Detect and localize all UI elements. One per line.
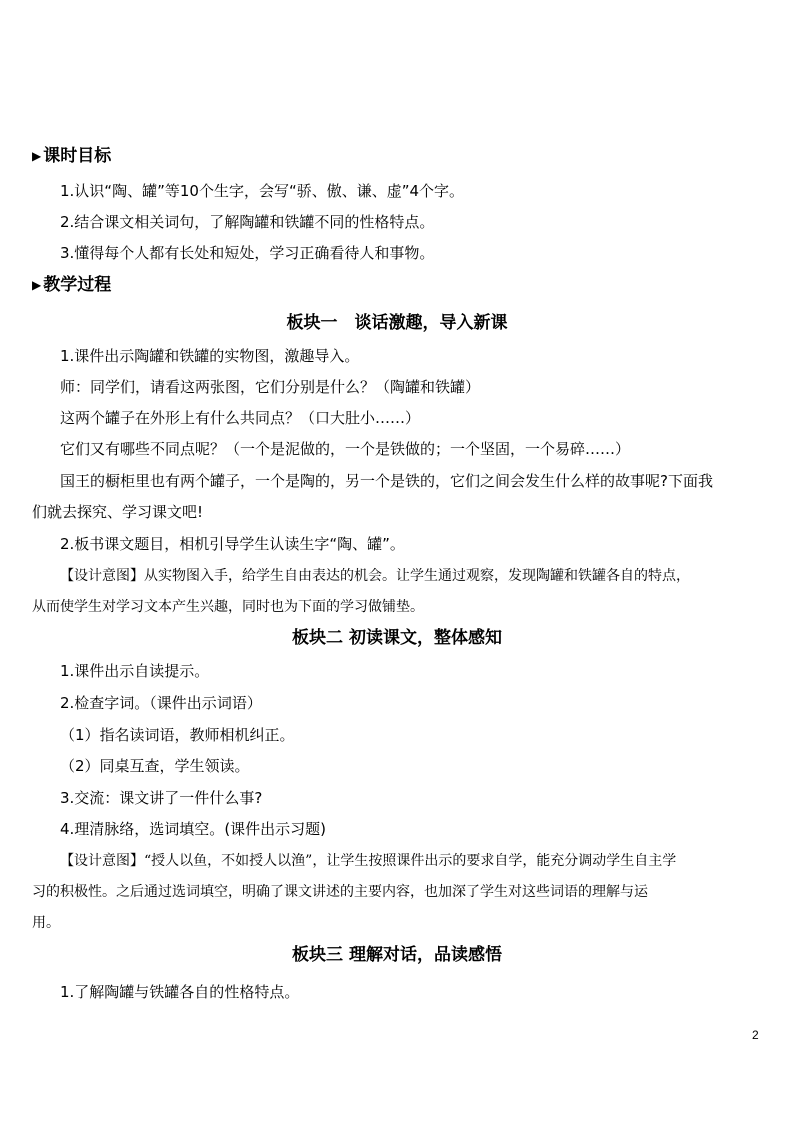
paragraph-line: 国王的橱柜里也有两个罐子，一个是陶的，另一个是铁的，它们之间会发生什么样的故事呢?下面我 [60, 472, 713, 490]
paragraph-line: 4.理清脉络，选词填空。(课件出示习题) [60, 820, 327, 838]
block2-title: 板块二 初读课文，整体感知 [292, 628, 502, 648]
block3-title: 板块三 理解对话，品读感悟 [292, 945, 502, 965]
paragraph-line: （1）指名读词语，教师相机纠正。 [60, 726, 295, 744]
triangle-marker-icon: ▶ [32, 278, 42, 292]
page-number: 2 [752, 1028, 759, 1042]
paragraph-line: 2.板书课文题目，相机引导学生认读生字“陶、罐”。 [60, 535, 405, 553]
objective-item: 1.认识“陶、罐”等10个生字，会写“骄、傲、谦、虚”4个字。 [60, 182, 465, 200]
design-intent-line: 用。 [32, 915, 60, 931]
paragraph-line: 1.了解陶罐与铁罐各自的性格特点。 [60, 983, 300, 1001]
section-title: 课时目标 [43, 146, 112, 166]
section-heading-process [32, 275, 762, 295]
design-intent-line: 【设计意图】“授人以鱼，不如授人以渔”，让学生按照课件出示的要求自学，能充分调动学生自主学 [60, 853, 677, 869]
paragraph-line: 这两个罐子在外形上有什么共同点？（口大肚小……） [60, 409, 421, 427]
paragraph-line: 们就去探究、学习课文吧! [32, 503, 204, 521]
section-heading-objectives [32, 146, 762, 166]
design-intent-line: 【设计意图】从实物图入手，给学生自由表达的机会。让学生通过观察，发现陶罐和铁罐各自的特点， [60, 568, 690, 584]
triangle-marker-icon: ▶ [32, 149, 42, 163]
design-intent-line: 从而使学生对学习文本产生兴趣，同时也为下面的学习做铺垫。 [32, 599, 424, 615]
paragraph-line: 1.课件出示陶罐和铁罐的实物图，激趣导入。 [60, 347, 360, 365]
paragraph-line: 1.课件出示自读提示。 [60, 662, 210, 680]
paragraph-line: 它们又有哪些不同点呢？（一个是泥做的，一个是铁做的；一个坚固，一个易碎……） [60, 440, 631, 458]
objective-item: 3.懂得每个人都有长处和短处，学习正确看待人和事物。 [60, 244, 435, 262]
paragraph-line: 3.交流：课文讲了一件什么事? [60, 789, 263, 807]
paragraph-line: （2）同桌互查，学生领读。 [60, 757, 250, 775]
objective-item: 2.结合课文相关词句，了解陶罐和铁罐不同的性格特点。 [60, 213, 435, 231]
paragraph-line: 师：同学们，请看这两张图，它们分别是什么？（陶罐和铁罐） [60, 378, 481, 396]
section-title: 教学过程 [43, 275, 112, 295]
block1-title: 板块一 谈话激趣，导入新课 [286, 313, 508, 333]
design-intent-line: 习的积极性。之后通过选词填空，明确了课文讲述的主要内容，也加深了学生对这些词语的理解与运 [32, 884, 648, 900]
paragraph-line: 2.检查字词。（课件出示词语） [60, 694, 262, 712]
